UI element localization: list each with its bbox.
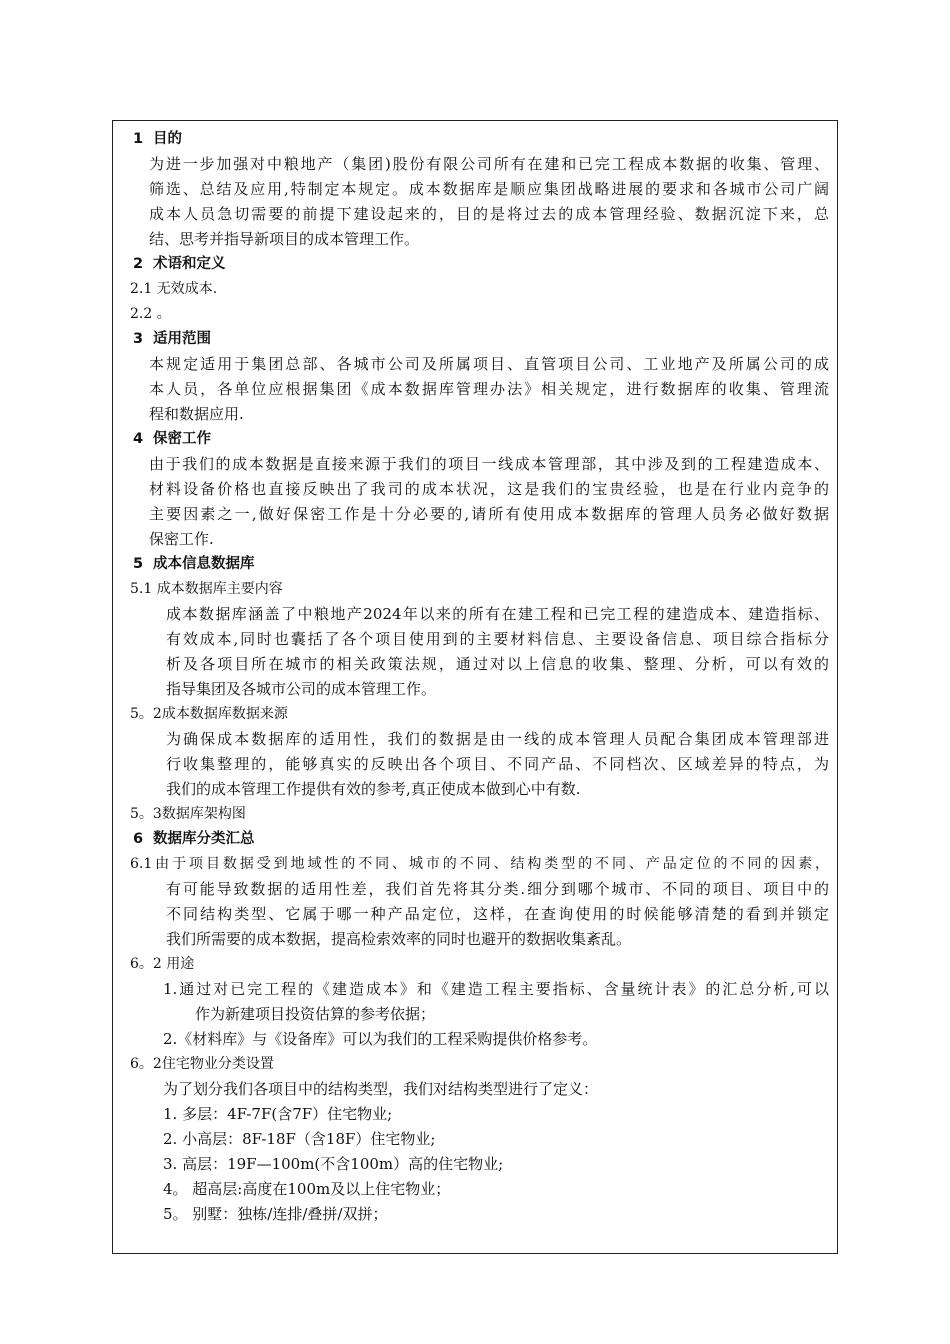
paragraph-line: 程和数据应用. — [149, 405, 244, 423]
paragraph-line: 成本数据库涵盖了中粮地产2024年以来的所有在建工程和已完工程的建造成本、建造指标、 — [166, 605, 829, 623]
section-number: 1 — [133, 131, 144, 147]
document-content — [113, 127, 839, 1227]
paragraph-line: 成本人员急切需要的前提下建设起来的，目的是将过去的成本管理经验、数据沉淀下来，总 — [149, 205, 829, 223]
paragraph-line: 我们所需要的成本数据，提高检索效率的同时也避开的数据收集紊乱。 — [166, 930, 632, 948]
section-6-heading — [113, 827, 839, 852]
subsection-title: 6。2 用途 — [130, 956, 195, 972]
paragraph-line: 指导集团及各城市公司的成本管理工作。 — [166, 680, 437, 698]
type-definition-item: 2. 小高层：8F-18F（含18F）住宅物业; — [163, 1130, 436, 1148]
subsection-title: 5.1 成本数据库主要内容 — [130, 581, 283, 597]
section-number: 2 — [133, 256, 144, 272]
section-title: 目的 — [153, 131, 182, 147]
usage-item: 1.通过对已完工程的《建造成本》和《建造工程主要指标、含量统计表》的汇总分析,可以 — [163, 980, 829, 998]
paragraph-line: 为了划分我们各项目中的结构类型，我们对结构类型进行了定义： — [163, 1080, 599, 1098]
section-number: 3 — [133, 331, 144, 347]
paragraph-line: 主要因素之一,做好保密工作是十分必要的,请所有使用成本数据库的管理人员务必做好数据 — [149, 505, 829, 523]
section-title: 数据库分类汇总 — [153, 831, 255, 847]
paragraph-line: 本规定适用于集团总部、各城市公司及所属项目、直管项目公司、工业地产及所属公司的成 — [149, 355, 829, 373]
paragraph-line: 保密工作. — [149, 530, 214, 548]
paragraph-line: 析及各项目所在城市的相关政策法规，通过对以上信息的收集、整理、分析，可以有效的 — [166, 655, 829, 673]
paragraph-line: 行收集整理的，能够真实的反映出各个项目、不同产品、不同档次、区域差异的特点，为 — [166, 755, 829, 773]
paragraph-line: 为确保成本数据库的适用性，我们的数据是由一线的成本管理人员配合集团成本管理部进 — [166, 730, 829, 748]
section-3-heading — [113, 327, 839, 352]
paragraph-line: 本人员，各单位应根据集团《成本数据库管理办法》相关规定，进行数据库的收集、管理流 — [149, 380, 829, 398]
definition-item: 2.1 无效成本. — [130, 281, 218, 297]
type-definition-item: 3. 高层：19F—100m(不含100m）高的住宅物业; — [163, 1155, 504, 1173]
type-definition-item: 1. 多层：4F-7F(含7F）住宅物业; — [163, 1105, 393, 1123]
section-title: 适用范围 — [153, 331, 211, 347]
paragraph-line: 6.1由于项目数据受到地域性的不同、城市的不同、结构类型的不同、产品定位的不同的因素， — [130, 856, 829, 872]
section-title: 成本信息数据库 — [153, 556, 255, 572]
paragraph-line: 有可能导致数据的适用性差，我们首先将其分类.细分到哪个城市、不同的项目、项目中的 — [166, 880, 829, 898]
paragraph-line: 有效成本,同时也囊括了各个项目使用到的主要材料信息、主要设备信息、项目综合指标分 — [166, 630, 829, 648]
section-number: 4 — [133, 431, 144, 447]
paragraph-line: 材料设备价格也直接反映出了我司的成本状况，这是我们的宝贵经验，也是在行业内竞争的 — [149, 480, 829, 498]
section-title: 保密工作 — [153, 431, 211, 447]
paragraph-line: 我们的成本管理工作提供有效的参考,真正使成本做到心中有数. — [166, 780, 581, 798]
section-1-heading — [113, 127, 839, 152]
usage-item: 2.《材料库》与《设备库》可以为我们的工程采购提供价格参考。 — [163, 1030, 598, 1048]
section-4-heading — [113, 427, 839, 452]
section-2-heading — [113, 252, 839, 277]
subsection-title: 5。3数据库架构图 — [130, 806, 246, 822]
definition-item: 2.2 。 — [130, 306, 171, 322]
type-definition-item: 5。 别墅：独栋/连排/叠拼/双拼； — [163, 1205, 388, 1223]
section-title: 术语和定义 — [153, 256, 226, 272]
section-number: 6 — [133, 831, 144, 847]
subsection-title: 6。2住宅物业分类设置 — [130, 1056, 274, 1072]
paragraph-line: 由于我们的成本数据是直接来源于我们的项目一线成本管理部，其中涉及到的工程建造成本、 — [149, 455, 829, 473]
section-5-heading — [113, 552, 839, 577]
usage-item-continuation: 作为新建项目投资估算的参考依据； — [195, 1005, 436, 1023]
subsection-title: 5。2成本数据库数据来源 — [130, 706, 288, 722]
type-definition-item: 4。 超高层:高度在100m及以上住宅物业； — [163, 1180, 451, 1198]
paragraph-line: 为进一步加强对中粮地产（集团)股份有限公司所有在建和已完工程成本数据的收集、管理、 — [149, 155, 829, 173]
document-frame — [112, 120, 838, 1254]
section-number: 5 — [133, 556, 144, 572]
paragraph-line: 结、思考并指导新项目的成本管理工作。 — [149, 230, 420, 248]
paragraph-line: 筛选、总结及应用,特制定本规定。成本数据库是顺应集团战略进展的要求和各城市公司广阔 — [149, 180, 829, 198]
paragraph-line: 不同结构类型、它属于哪一种产品定位，这样，在查询使用的时候能够清楚的看到并锁定 — [166, 905, 829, 923]
